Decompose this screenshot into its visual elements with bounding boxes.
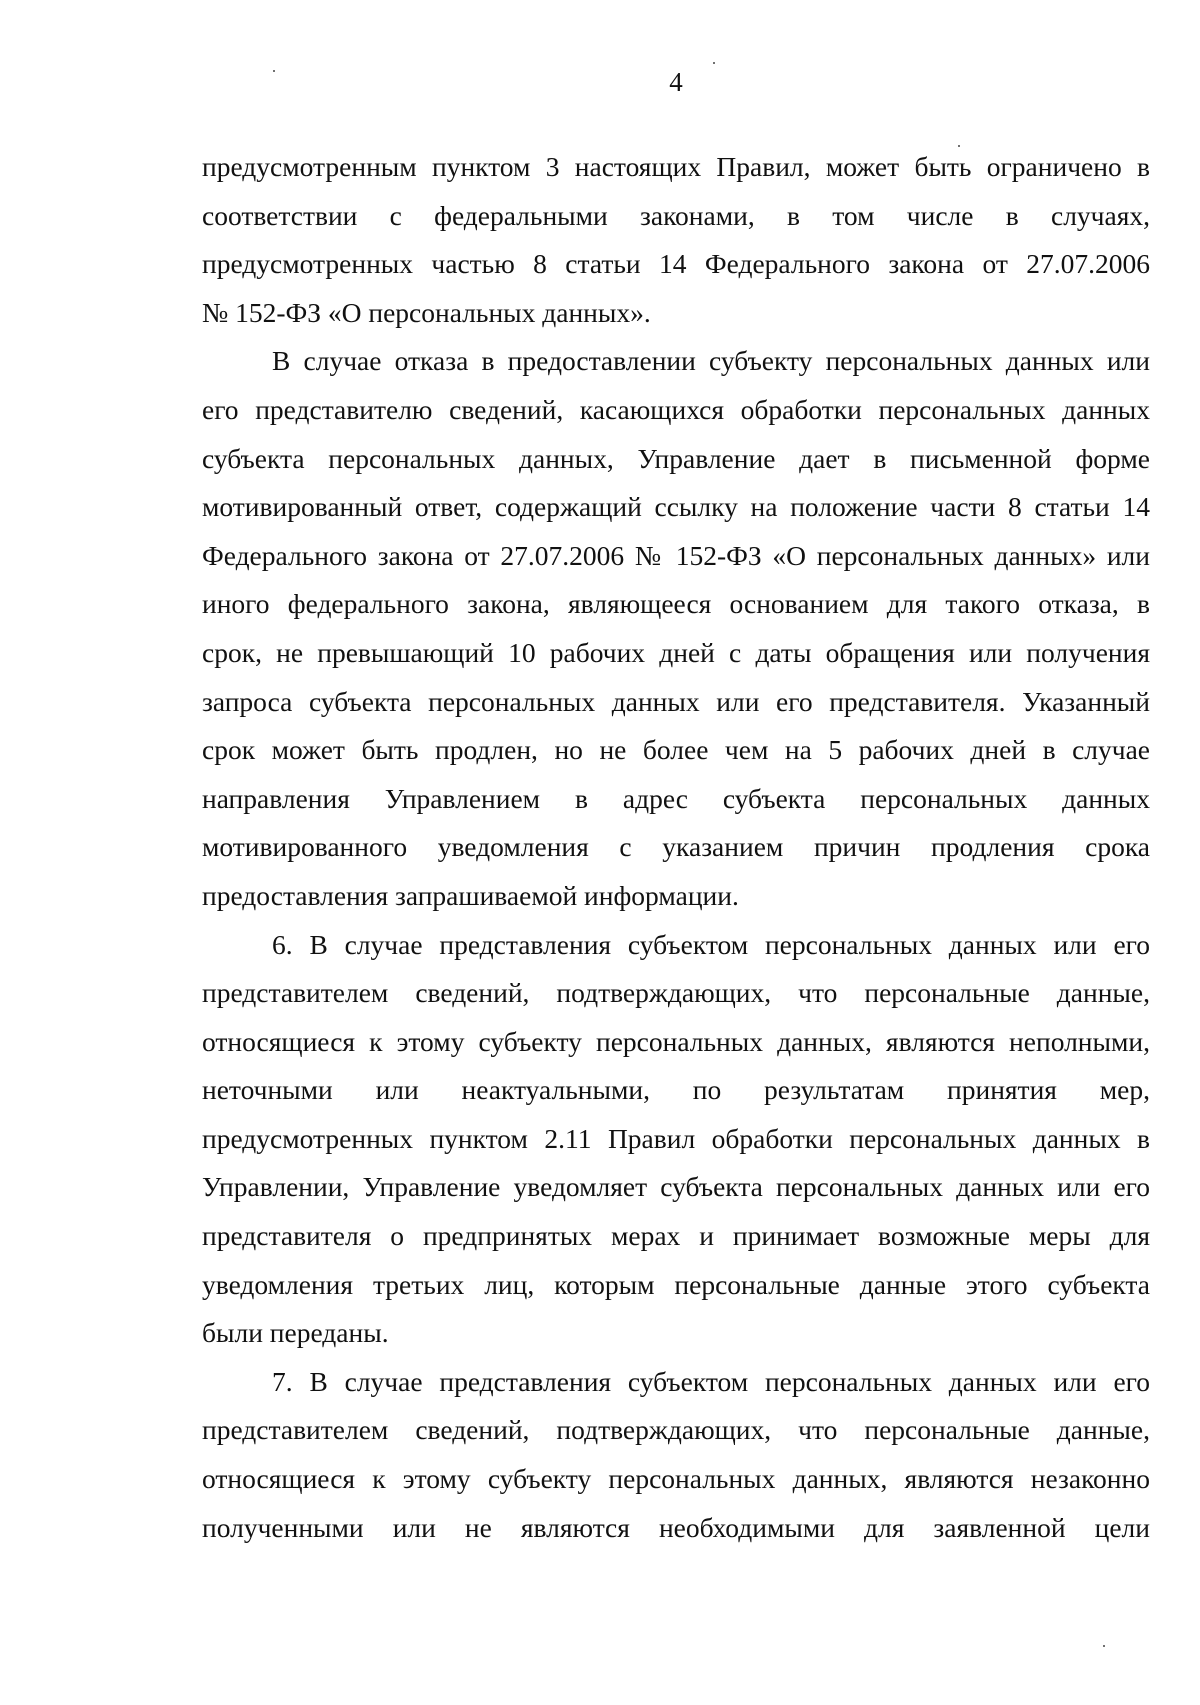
text-line: 7. В случае представления субъектом персональных данных или его [272,1365,1150,1397]
text-line: уведомления третьих лиц, которым персональные данные этого субъекта [202,1268,1150,1300]
text-line: его представителю сведений, касающихся обработки персональных данных [202,393,1150,425]
document-body [202,143,1150,1552]
text-line: № 152-ФЗ «О персональных данных». [202,296,651,328]
text-line: В случае отказа в предоставлении субъекту персональных данных или [272,345,1150,377]
paragraph [202,143,1150,337]
scan-speck [1103,1645,1105,1647]
text-line: предоставления запрашиваемой информации. [202,879,739,911]
text-line: предусмотренным пунктом 3 настоящих Правил, может быть ограничено в [202,151,1150,182]
text-line: полученными или не являются необходимыми для заявленной цели [202,1511,1150,1543]
text-line: запроса субъекта персональных данных или его представителя. Указанный [202,685,1150,717]
text-line: иного федерального закона, являющееся основанием для такого отказа, в [202,588,1150,620]
text-line: 6. В случае представления субъектом персональных данных или его [272,928,1150,960]
text-line: предусмотренных пунктом 2.11 Правил обработки персональных данных в [202,1122,1150,1154]
text-line: субъекта персональных данных, Управление дает в письменной форме [202,442,1150,474]
text-line: направления Управлением в адрес субъекта персональных данных [202,782,1150,814]
paragraph [202,1358,1150,1552]
paragraph [202,921,1150,1358]
text-line: мотивированного уведомления с указанием причин продления срока [202,831,1150,863]
text-line: представителя о предпринятых мерах и принимает возможные меры для [202,1220,1150,1252]
text-line: соответствии с федеральными законами, в том числе в случаях, [202,199,1150,231]
text-line: представителем сведений, подтверждающих, что персональные данные, [202,1414,1150,1446]
scan-speck [273,70,275,72]
text-line: Управлении, Управление уведомляет субъекта персональных данных или его [202,1171,1150,1203]
text-line: срок может быть продлен, но не более чем на 5 рабочих дней в случае [202,734,1150,766]
text-line: срок, не превышающий 10 рабочих дней с даты обращения или получения [202,636,1150,668]
text-line: представителем сведений, подтверждающих, что персональные данные, [202,977,1150,1009]
text-line: Федерального закона от 27.07.2006 № 152-ФЗ «О персональных данных» или [202,539,1150,571]
text-line: относящиеся к этому субъекту персональных данных, являются незаконно [202,1463,1150,1495]
paragraph [202,337,1150,920]
text-line: были переданы. [202,1317,389,1349]
text-line: мотивированный ответ, содержащий ссылку на положение части 8 статьи 14 [202,491,1150,523]
scan-speck [713,62,715,64]
page-number: 4 [669,67,683,97]
text-line: предусмотренных частью 8 статьи 14 Федерального закона от 27.07.2006 [202,248,1150,280]
text-line: неточными или неактуальными, по результатам принятия мер, [202,1074,1150,1106]
text-line: относящиеся к этому субъекту персональных данных, являются неполными, [202,1025,1150,1057]
